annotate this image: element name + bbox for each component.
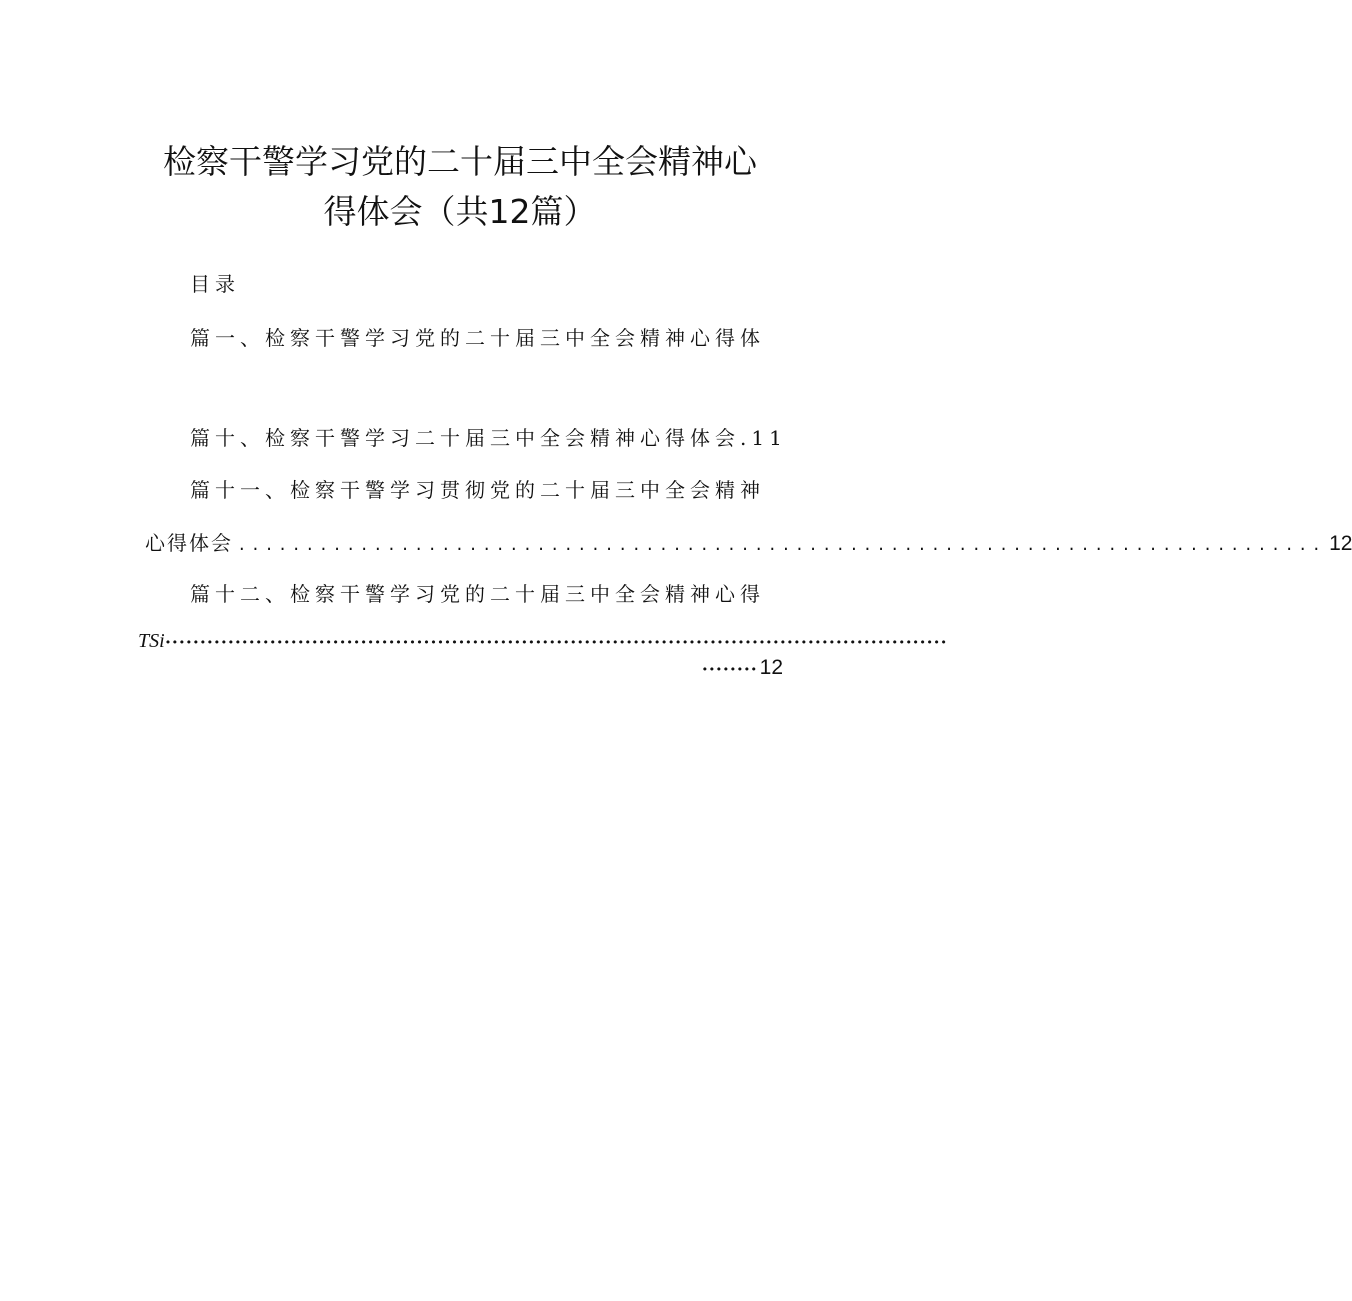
toc-entry-10[interactable]: 篇十、检察干警学习二十届三中全会精神心得体会.11 — [190, 426, 787, 450]
toc-heading: 目录 — [190, 272, 240, 296]
toc-entry-12-line-2[interactable] — [138, 630, 948, 653]
toc-dot-leader: ................................................................................ — [237, 537, 1326, 555]
document-title-line-1: 检察干警学习党的二十届三中全会精神心 — [163, 142, 757, 181]
toc-bullet-leader: •••••••• — [701, 663, 758, 676]
document-title-line-2: 得体会（共12篇） — [323, 192, 597, 231]
toc-entry-11-page: 12 — [1329, 532, 1352, 555]
toc-bullet-leader: •••••••••••••••••••••••••••••••••••••••••••••••••••••••••••••••••••••••••••••••••••••••••••••••••••••••••••••••• — [164, 636, 948, 649]
toc-entry-11-line-1[interactable]: 篇十一、检察干警学习贯彻党的二十届三中全会精神 — [190, 478, 765, 502]
toc-entry-11-line-2[interactable] — [145, 527, 1352, 556]
toc-entry-12-line-3[interactable] — [700, 656, 783, 680]
toc-entry-12-page: 12 — [759, 656, 783, 679]
toc-entry-11-label: 心得体会 — [145, 531, 233, 555]
toc-entry-1[interactable]: 篇一、检察干警学习党的二十届三中全会精神心得体 — [190, 326, 765, 350]
toc-entry-12-line-1[interactable]: 篇十二、检察干警学习党的二十届三中全会精神心得 — [190, 582, 765, 606]
toc-entry-12-label: TSi — [138, 630, 165, 652]
